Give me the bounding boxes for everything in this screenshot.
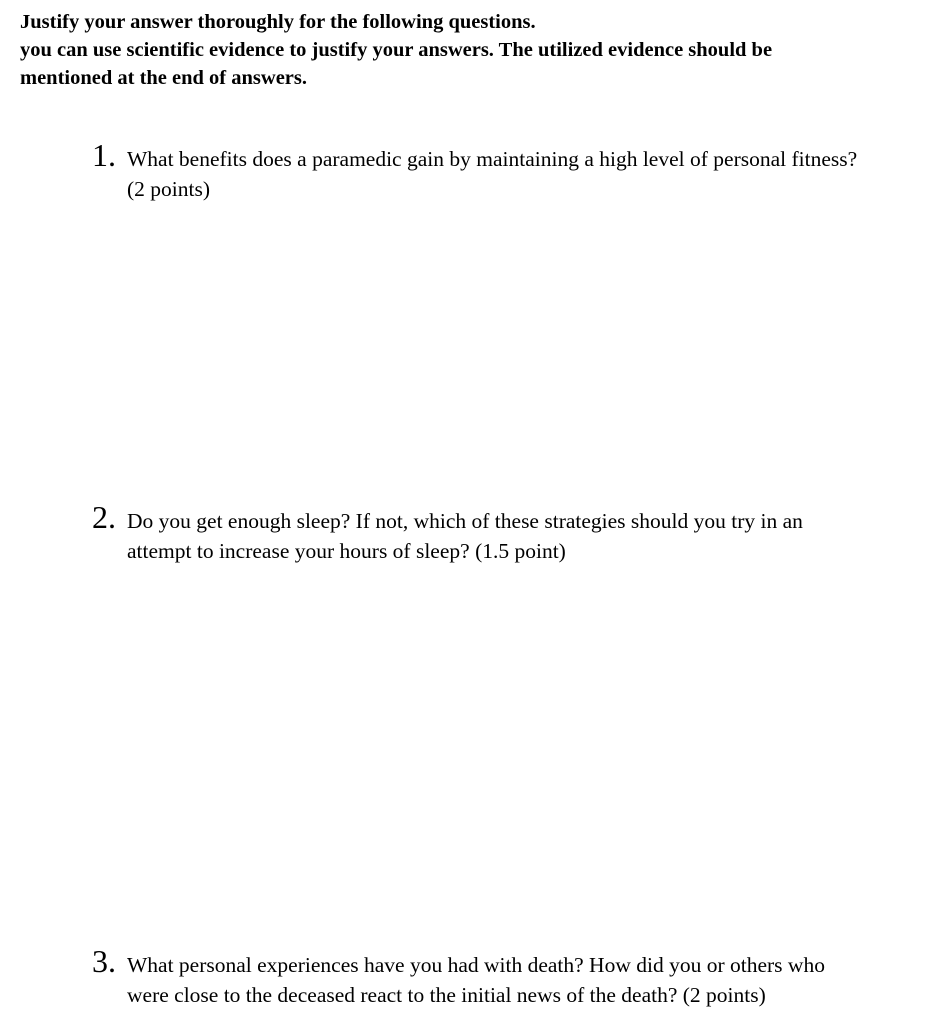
- instructions-line-1: Justify your answer thoroughly for the following questions.: [20, 11, 536, 33]
- question-1-text: [127, 144, 941, 204]
- question-2-number: 2.: [92, 499, 116, 535]
- question-1-line-1: What benefits does a paramedic gain by maintaining a high level of personal fitness?: [127, 147, 858, 171]
- question-1-number: 1.: [92, 137, 116, 173]
- question-1-line-2: (2 points): [127, 177, 211, 201]
- question-2-text: [127, 506, 941, 566]
- question-3-line-1: What personal experiences have you had with death? How did you or others who: [127, 953, 825, 977]
- question-2-line-1: Do you get enough sleep? If not, which of these strategies should you try in an: [127, 509, 803, 533]
- question-3-line-2: were close to the deceased react to the initial news of the death? (2 points): [127, 983, 766, 1007]
- question-3-text: [127, 950, 941, 1010]
- instructions: [20, 8, 920, 92]
- question-2-line-2: attempt to increase your hours of sleep? (1.5 point): [127, 539, 566, 563]
- instructions-line-3: mentioned at the end of answers.: [20, 67, 307, 89]
- question-3-number: 3.: [92, 943, 116, 979]
- instructions-line-2: you can use scientific evidence to justify your answers. The utilized evidence should be: [20, 39, 773, 61]
